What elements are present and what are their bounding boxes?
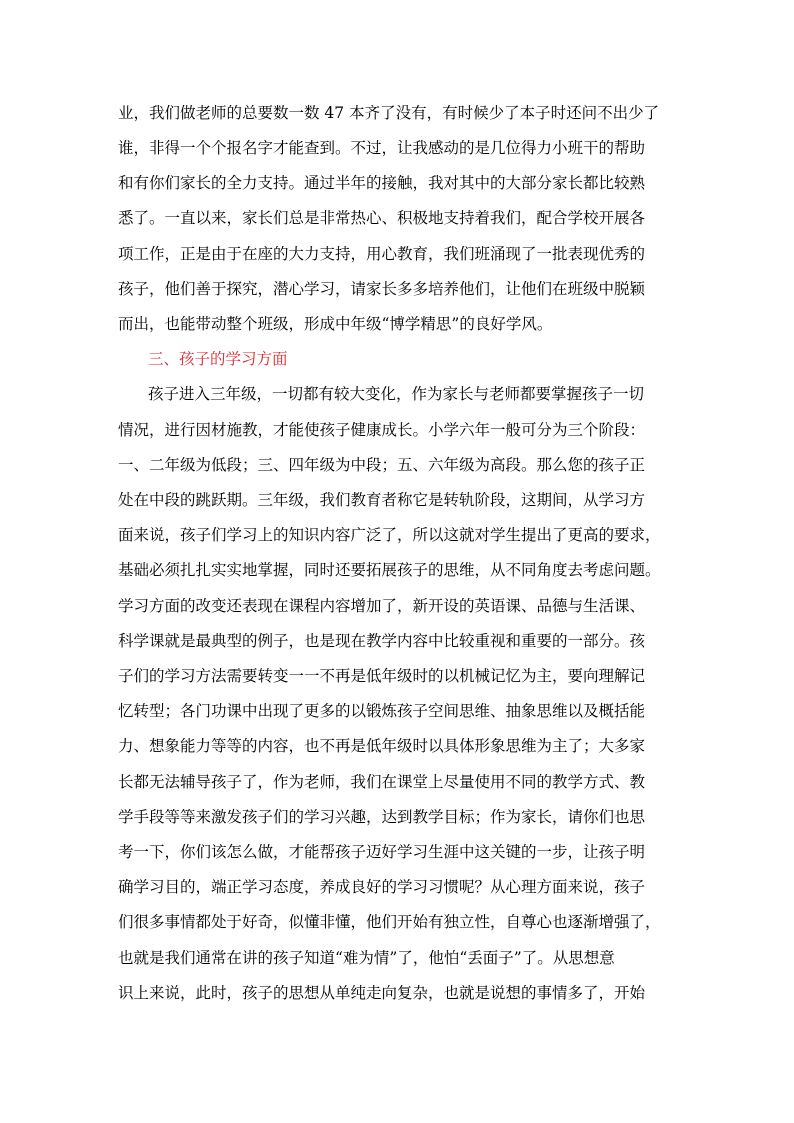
body-line: 学习方面的改变还表现在课程内容增加了，新开设的英语课、品德与生活课、	[118, 597, 646, 615]
body-line: 们很多事情都处于好奇，似懂非懂，他们开始有独立性，自尊心也逐渐增强了，	[118, 913, 661, 931]
body-line: 识上来说，此时，孩子的思想从单纯走向复杂，也就是说想的事情多了，开始	[118, 984, 646, 1002]
body-line: 悉了。一直以来，家长们总是非常热心、积极地支持着我们，配合学校开展各	[118, 209, 646, 227]
body-line: 力、想象能力等等的内容，也不再是低年级时以具体形象思维为主了；大多家	[118, 737, 646, 755]
body-line: 考一下，你们该怎么做，才能帮孩子迈好学习生涯中这关键的一步，让孩子明	[118, 843, 646, 861]
body-line: 而出，也能带动整个班级，形成中年级“博学精思”的良好学风。	[118, 315, 553, 333]
body-line: 面来说，孩子们学习上的知识内容广泛了，所以这就对学生提出了更高的要求，	[118, 526, 661, 544]
body-line: 也就是我们通常在讲的孩子知道“难为情”了，他怕“丢面子”了。从思想意	[118, 949, 615, 967]
body-line: 基础必须扎扎实实地掌握，同时还要拓展孩子的思维，从不同角度去考虑问题。	[118, 561, 661, 579]
body-line: 和有你们家长的全力支持。通过半年的接触，我对其中的大部分家长都比较熟	[118, 174, 646, 192]
body-line: 孩子，他们善于探究，潜心学习，请家长多多培养他们，让他们在班级中脱颖	[118, 280, 646, 298]
body-line: 情况，进行因材施教，才能使孩子健康成长。小学六年一般可分为三个阶段：	[118, 421, 646, 439]
section-heading: 三、孩子的学习方面	[148, 350, 288, 368]
body-line: 孩子进入三年级，一切都有较大变化，作为家长与老师都要掌握孩子一切	[148, 385, 645, 403]
body-line: 处在中段的跳跃期。三年级，我们教育者称它是转轨阶段，这期间，从学习方	[118, 491, 646, 509]
body-line: 学手段等等来激发孩子们的学习兴趣，达到教学目标；作为家长，请你们也思	[118, 808, 646, 826]
body-line: 一、二年级为低段；三、四年级为中段；五、六年级为高段。那么您的孩子正	[118, 456, 646, 474]
body-line: 忆转型；各门功课中出现了更多的以锻炼孩子空间思维、抽象思维以及概括能	[118, 702, 646, 720]
body-line: 谁，非得一个个报名字才能查到。不过，让我感动的是几位得力小班干的帮助	[118, 139, 646, 157]
body-line: 子们的学习方法需要转变一一不再是低年级时的以机械记忆为主，要向理解记	[118, 667, 646, 685]
body-line: 科学课就是最典型的例子，也是现在教学内容中比较重视和重要的一部分。孩	[118, 632, 646, 650]
body-line: 长都无法辅导孩子了，作为老师，我们在课堂上尽量使用不同的教学方式、教	[118, 773, 646, 791]
body-line: 确学习目的，端正学习态度，养成良好的学习习惯呢？从心理方面来说，孩子	[118, 878, 646, 896]
body-line: 项工作，正是由于在座的大力支持，用心教育，我们班涌现了一批表现优秀的	[118, 245, 646, 263]
body-line: 业，我们做老师的总要数一数 47 本齐了没有，有时候少了本子时还问不出少了	[118, 104, 660, 122]
